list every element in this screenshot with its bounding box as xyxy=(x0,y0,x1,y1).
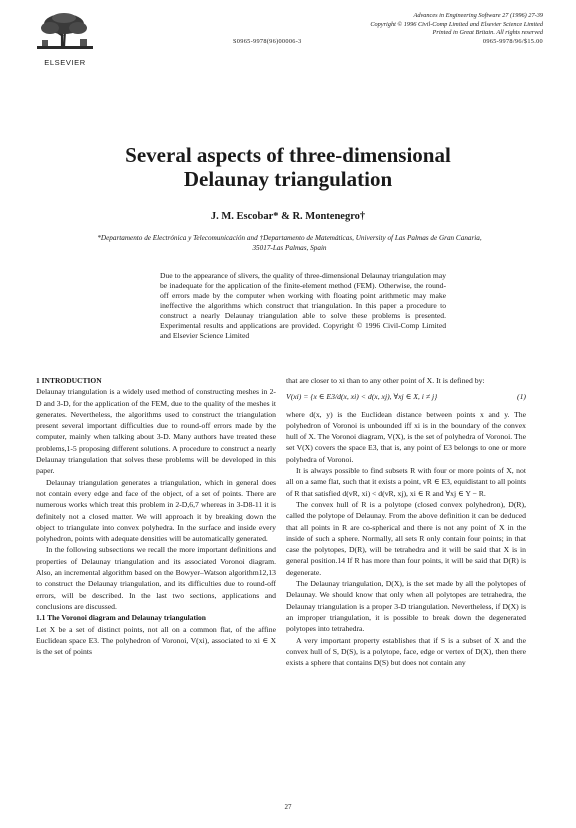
elsevier-tree-icon xyxy=(34,12,96,52)
voronoi-paragraph: Let X be a set of distinct points, not all on a common flat, of the affine Euclidean space E3. The polyhedron of Voronoi, V(xi), associated to xi ∈ X is the set of points xyxy=(36,624,276,657)
intro-paragraph-2: Delaunay triangulation generates a triangulation, which in general does not contain every edge and face of the object, of a set of points. There are numerous works which treat this problem in 2-D,6,7 whereas in 3-D8-11 it is definitely not a closed matter. We will approach it by breaking down the object to triangulate into convex polyhedra. In the surface and inside every polyhedron, points with adequate densities will be automatically generated. xyxy=(36,477,276,544)
right-paragraph-4: The convex hull of R is a polytope (closed convex polyhedron), D(R), called the polytope of Delaunay. From the above definition it can be deduced that all points in R are co-spherical and there is not any point of X in the inside of such a sphere. Normally, all sets R only contain four points; in that case the polytopes, D(R), will be tetrahedra and it will be said that X is in general position.14 If R has more than four points, it will be said that D(R) is degenerate. xyxy=(286,499,526,577)
right-paragraph-5: The Delaunay triangulation, D(X), is the set made by all the polytopes of Delaunay. We should know that only when all polytopes are tetrahedra, the Delaunay triangulation is a proper 3-D triangulation. Nevertheless, if D(X) is an improper triangulation, it is possible to break down the degenerated polytopes into tetrahedra. xyxy=(286,579,526,634)
printed-line: Printed in Great Britain. All rights reserved xyxy=(432,29,543,37)
issn-code: 0965-9978/96/$15.00 xyxy=(482,38,543,46)
right-paragraph-3: It is always possible to find subsets R with four or more points of X, not all on a same flat, such that it exists a point, vR ∈ E3, equidistant to all points of R that satisfied d(vR, xi) < d(vR, xj), xi ∈ R and ∀xj ∈ Y − R. xyxy=(286,466,526,498)
journal-citation: Advances in Engineering Software 27 (1996) 27-39 xyxy=(413,12,543,19)
right-paragraph-6: A very important property establishes that if S is a subset of X and the convex hull of S, D(S), is a polytope, face, edge or vertex of D(X), then there exists a sphere that contains D(S) but does not contain any xyxy=(286,635,526,668)
title-line-2: Delaunay triangulation xyxy=(183,167,393,191)
intro-paragraph-1: Delaunay triangulation is a widely used method of constructing meshes in 2-D and 3-D, for the application of the FEM, due to the quality of the meshes it generates. Nevertheless, the algorithms used to construct the triangulation present several important difficulties due to round-off errors made by the computer, mainly when talking about 3-D. Many authors have treated these problems,1-5 proposing different solutions. A procedure to construct a nearly Delaunay triangulation that solves these problems will be developed in this paper. xyxy=(36,387,276,476)
affiliation xyxy=(38,233,541,253)
publisher-logo xyxy=(34,12,96,67)
right-paragraph-2: where d(x, y) is the Euclidean distance between points x and y. The polyhedron of Voronoi is unbounded iff xi is in the boundary of the convex hull of X. The Voronoi diagram, V(X), is the set of polyhedra of Voronoi. The set V(X) covers the space E3, that is, any point of E3 belongs to one or more polyhedra of Voronoi. xyxy=(286,409,526,464)
equation-body: V(xi) = {x ∈ E3/d(x, xi) < d(x, xj), ∀xj ∈ X, i ≠ j} xyxy=(286,392,438,402)
left-column xyxy=(36,375,276,657)
section-heading: 1 INTRODUCTION xyxy=(36,376,102,385)
subsection-heading: 1.1 The Voronoi diagram and Delaunay triangulation xyxy=(36,613,206,623)
equation-1 xyxy=(286,391,526,402)
journal-header xyxy=(233,12,543,47)
logo-label: ELSEVIER xyxy=(44,58,86,67)
title-line-1: Several aspects of three-dimensional xyxy=(125,143,451,167)
copyright-line: Copyright © 1996 Civil-Comp Limited and Elsevier Science Limited xyxy=(370,20,543,28)
paper-title xyxy=(0,143,576,191)
affiliation-line-1: *Departamento de Electrónica y Telecomunicación and †Departamento de Matemáticas, University of Las Palmas de Gran Canaria, xyxy=(97,234,482,242)
right-column xyxy=(286,375,526,668)
affiliation-line-2: 35017-Las Palmas, Spain xyxy=(252,244,327,252)
pii-code: S0965-9978(96)00006-3 xyxy=(233,38,302,46)
intro-paragraph-3: In the following subsections we recall the more important definitions and properties of Delaunay triangulation and its associated Voronoi diagram. Also, an incremental algorithm based on the Bowyer–Watson algorithm12,13 to construct the Delaunay triangulation, and its difficulties due to round-off errors, will be described. In the last two sections, applications and conclusions are discussed. xyxy=(36,545,276,611)
identifier-line xyxy=(233,38,543,47)
abstract: Due to the appearance of slivers, the quality of three-dimensional Delaunay triangulation may be inadequate for the application of the finite-element method (FEM). Otherwise, the round-off errors made by the computer when working with floating point arithmetic may make ineffective the algorithms which construct that triangulation. In this paper a procedure to construct a nearly Delaunay triangulation able to solve these problems is presented. Experimental results and applications are provided. Copyright © 1996 Civil-Comp Limited and Elsevier Science Limited xyxy=(160,271,446,341)
page-number: 27 xyxy=(284,803,292,811)
right-paragraph-1: that are closer to xi than to any other point of X. It is defined by: xyxy=(286,376,485,385)
equation-number: (1) xyxy=(517,392,526,402)
authors: J. M. Escobar* & R. Montenegro† xyxy=(210,211,366,222)
